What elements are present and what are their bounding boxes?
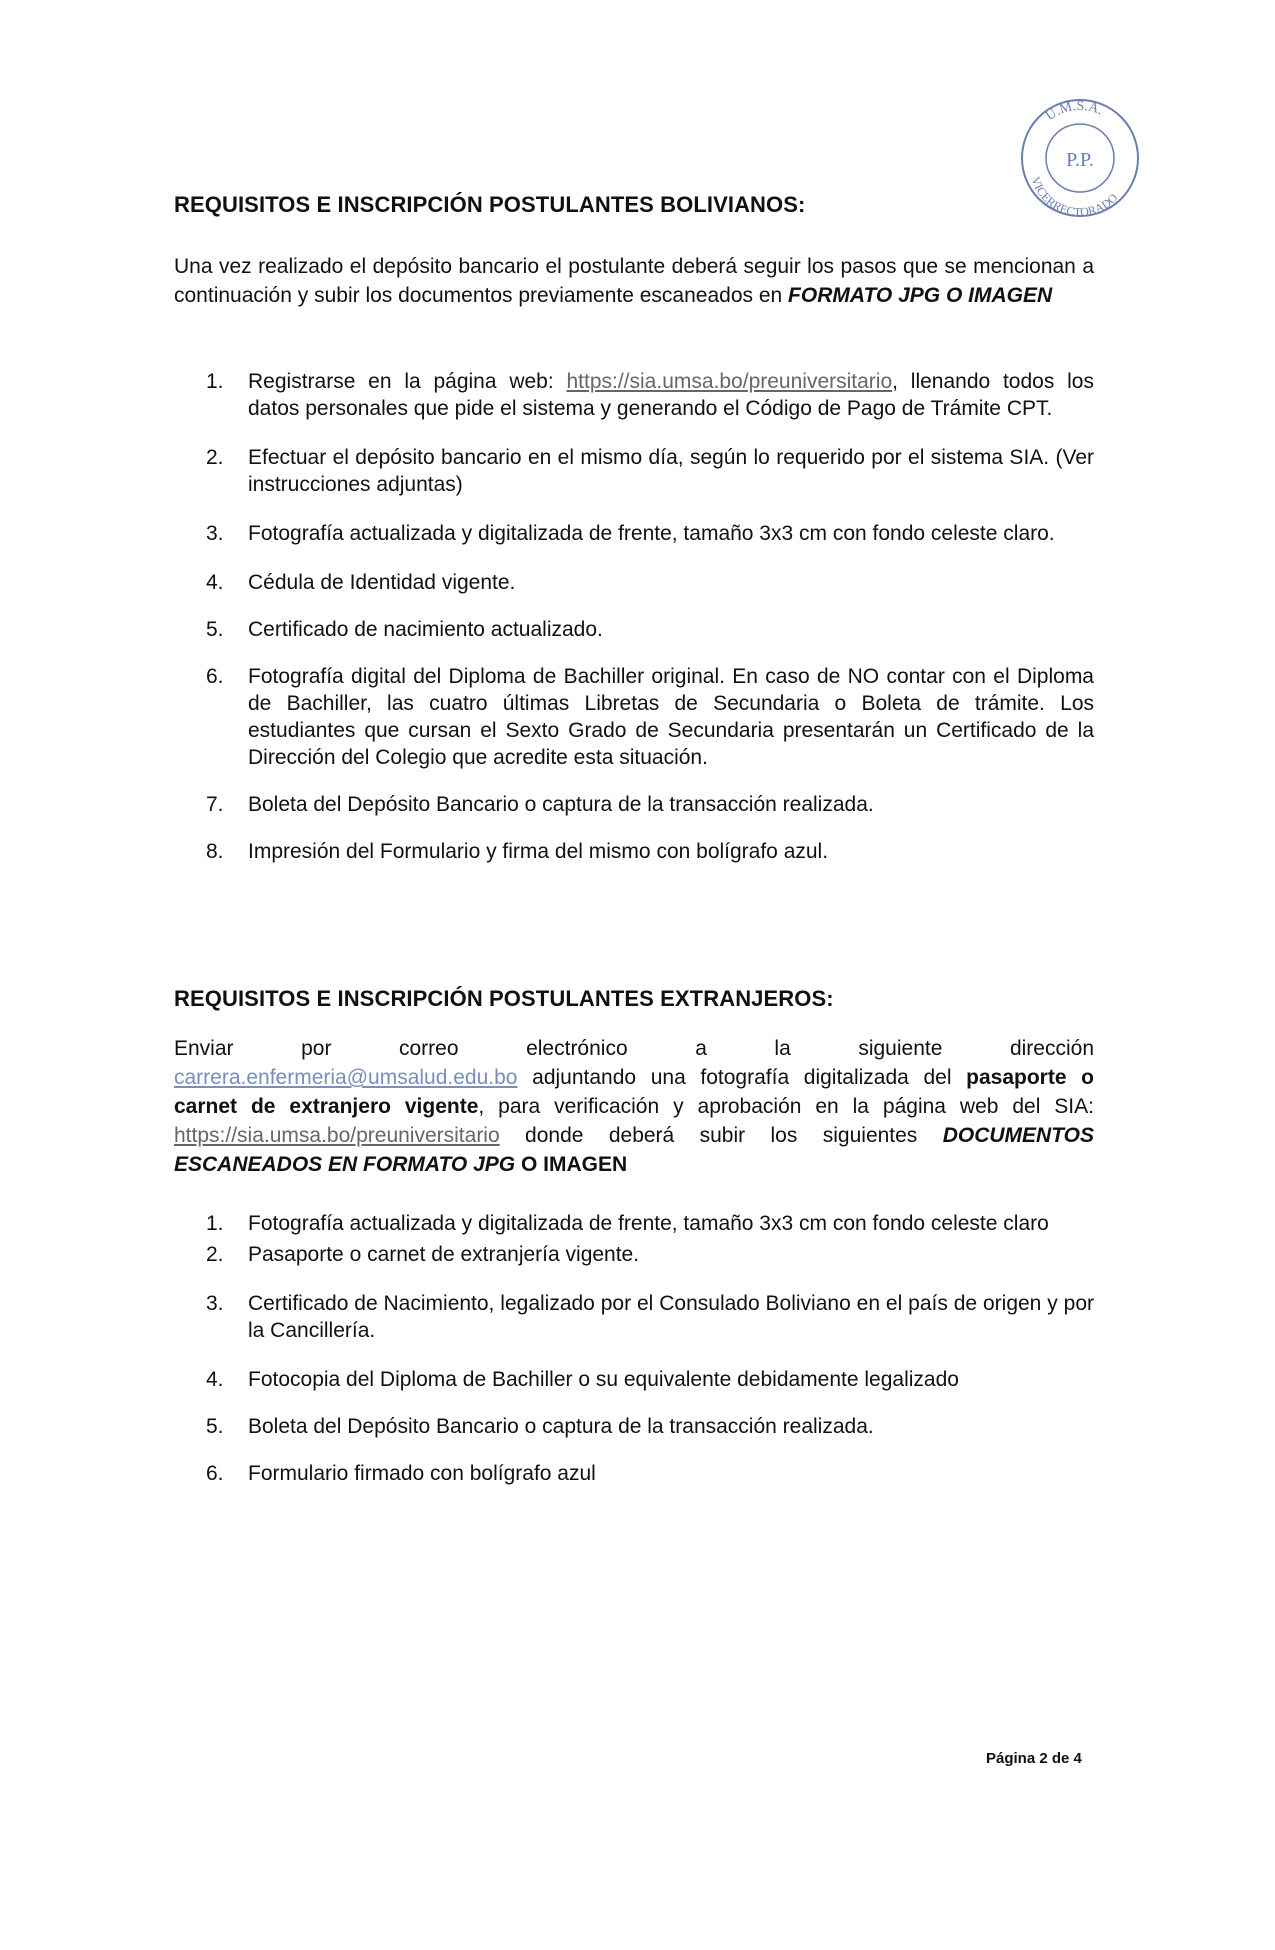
item-text: Fotografía actualizada y digitalizada de frente, tamaño 3x3 cm con fondo celeste claro. [248, 522, 1055, 545]
body-bold: pasaporte o carnet de extranjero vigente [174, 1066, 1094, 1118]
bolivianos-requirements-list [174, 368, 1094, 865]
item-text: Boleta del Depósito Bancario o captura de la transacción realizada. [248, 1415, 874, 1438]
stamp-text-center: P.P. [1066, 149, 1094, 171]
item-number: 6. [206, 1462, 224, 1485]
item-text: Pasaporte o carnet de extranjería vigente. [248, 1243, 640, 1266]
item-number: 2. [206, 446, 224, 469]
sia-link[interactable]: https://sia.umsa.bo/preuniversitario [174, 1124, 500, 1147]
list-item [174, 1210, 1094, 1237]
item-number: 4. [206, 571, 224, 594]
item-number: 1. [206, 370, 224, 393]
body-text: adjuntando una fotografía digitalizada del [517, 1066, 967, 1089]
list-item [174, 1413, 1094, 1440]
item-number: 1. [206, 1212, 224, 1235]
item-text: , llenando todos los datos personales que pide el sistema y generando el Código de Pago de Trámite CPT. [248, 370, 1094, 420]
item-number: 5. [206, 1415, 224, 1438]
list-item [174, 569, 1094, 596]
item-text: Certificado de nacimiento actualizado. [248, 618, 603, 641]
item-number: 2. [206, 1243, 224, 1266]
email-link[interactable]: carrera.enfermeria@umsalud.edu.bo [174, 1066, 518, 1089]
item-text: Fotografía actualizada y digitalizada de frente, tamaño 3x3 cm con fondo celeste claro [248, 1212, 1049, 1235]
intro-text: Una vez realizado el depósito bancario el postulante deberá seguir los pasos que se mencionan a continuación y subir los documentos previamente escaneados en [174, 255, 1094, 307]
item-number: 7. [206, 793, 224, 816]
item-number: 4. [206, 1368, 224, 1391]
page-number-middle: de [1047, 1750, 1074, 1767]
item-text: Formulario firmado con bolígrafo azul [248, 1462, 596, 1485]
item-text: Boleta del Depósito Bancario o captura de la transacción realizada. [248, 793, 874, 816]
intro-emphasis: FORMATO JPG O IMAGEN [788, 284, 1053, 307]
list-item [174, 520, 1094, 547]
item-text: Registrarse en la página web: [248, 370, 567, 393]
item-number: 5. [206, 618, 224, 641]
body-bold: O IMAGEN [515, 1153, 628, 1176]
stamp-text-top: U.M.S.A. [1043, 98, 1106, 125]
item-text: Impresión del Formulario y firma del mismo con bolígrafo azul. [248, 840, 829, 863]
page-number [986, 1750, 1082, 1767]
body-text: , para verificación y aprobación en la página web del SIA: [478, 1095, 1094, 1118]
section-bolivianos-title: REQUISITOS E INSCRIPCIÓN POSTULANTES BOLIVIANOS: [174, 192, 806, 217]
item-number: 6. [206, 665, 224, 688]
item-number: 8. [206, 840, 224, 863]
list-item [174, 1241, 1094, 1268]
extranjeros-requirements-list [174, 1210, 1094, 1487]
svg-text:U.M.S.A. [1043, 99, 1105, 124]
list-item [174, 368, 1094, 422]
list-item [174, 444, 1094, 498]
item-text: Efectuar el depósito bancario en el mismo día, según lo requerido por el sistema SIA. (Ver instrucciones adjuntas) [248, 446, 1094, 496]
item-text: Certificado de Nacimiento, legalizado por el Consulado Boliviano en el país de origen y por la Cancillería. [248, 1292, 1094, 1342]
item-text: Cédula de Identidad vigente. [248, 571, 516, 594]
list-item [174, 663, 1094, 771]
stamp-text-bottom: VICERRECTORADO [1028, 174, 1121, 220]
section-extranjeros-body [174, 1063, 1094, 1179]
list-item [174, 616, 1094, 643]
sia-link[interactable]: https://sia.umsa.bo/preuniversitario [566, 370, 893, 393]
page-number-prefix: Página [986, 1750, 1040, 1767]
body-emphasis: DOCUMENTOS ESCANEADOS EN FORMATO JPG [174, 1124, 1094, 1176]
section-extranjeros-title: REQUISITOS E INSCRIPCIÓN POSTULANTES EXTRANJEROS: [174, 986, 834, 1011]
list-item [174, 1460, 1094, 1487]
item-text: Fotografía digital del Diploma de Bachiller original. En caso de NO contar con el Diploma de Bachiller, las cuatro últimas Libretas de Secundaria o Boleta de trámite. Los estudiantes que cursan el Sexto Grado de Secundaria presentarán un Certificado de la Dirección del Colegio que acredite esta situación. [248, 665, 1094, 769]
section-extranjeros-line1: Enviar por correo electrónico a la siguiente dirección [174, 1037, 1094, 1060]
item-number: 3. [206, 522, 224, 545]
list-item [174, 838, 1094, 865]
item-number: 3. [206, 1292, 224, 1315]
section-bolivianos-intro [174, 252, 1094, 310]
list-item [174, 1366, 1094, 1393]
list-item [174, 791, 1094, 818]
page-number-total: 4 [1073, 1750, 1082, 1767]
list-item [174, 1290, 1094, 1344]
body-text: donde deberá subir los siguientes [499, 1124, 943, 1147]
page-number-current: 2 [1039, 1750, 1048, 1767]
item-text: Fotocopia del Diploma de Bachiller o su equivalente debidamente legalizado [248, 1368, 959, 1391]
